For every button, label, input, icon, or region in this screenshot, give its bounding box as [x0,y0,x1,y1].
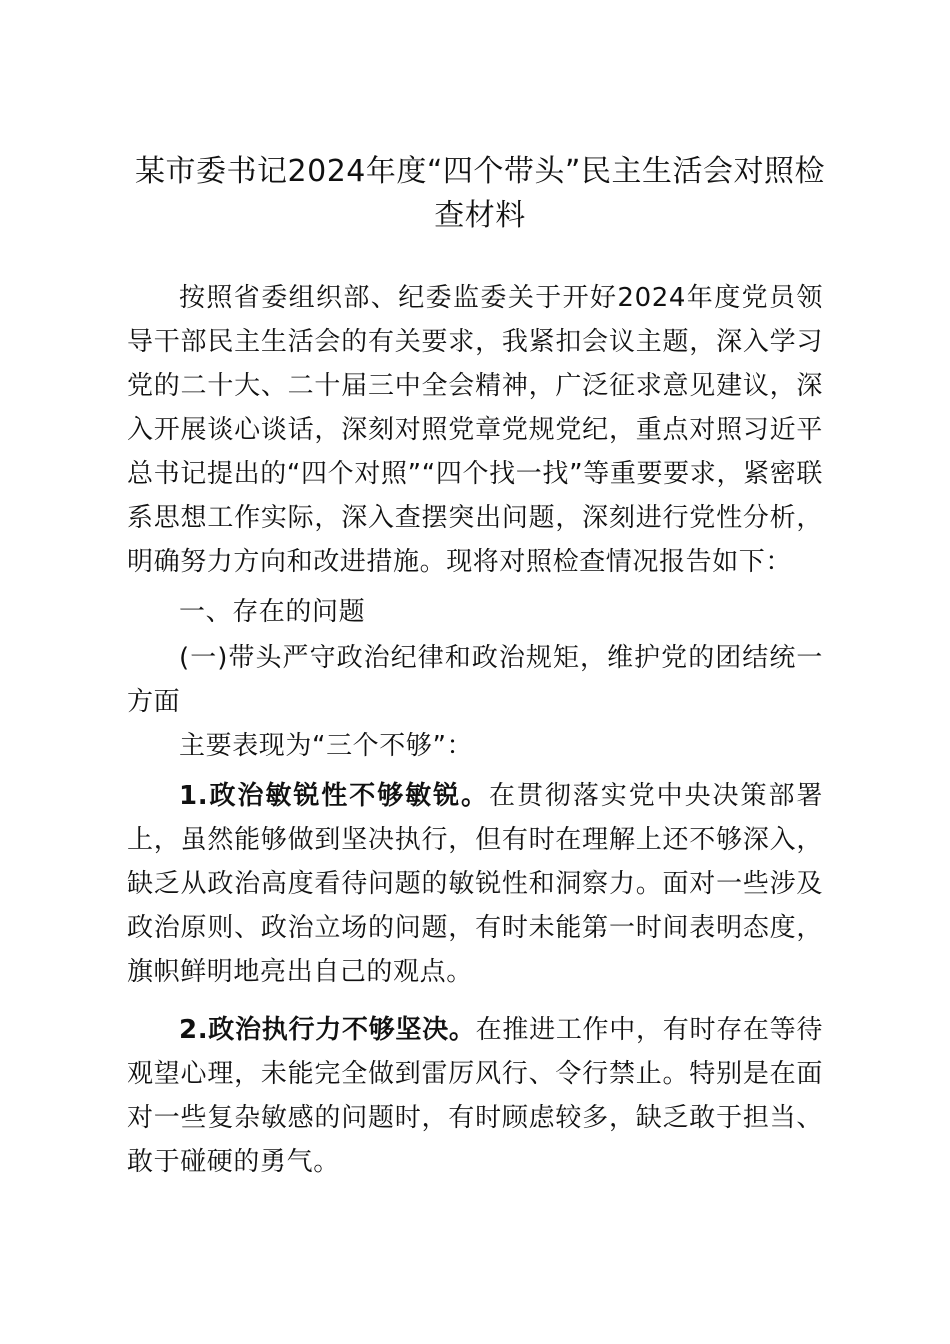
section-heading-problems: 一、存在的问题 [179,597,366,627]
subsection-heading-political-discipline: (一)带头严守政治纪律和政治规矩，维护党的团结统一方面 [127,643,823,717]
document-title: 某市委书记2024年度“四个带头”民主生活会对照检查材料 [135,154,825,233]
problem-item-1 [127,774,823,994]
problem-item-1-lead: 1.政治敏锐性不够敏锐。 [179,781,489,811]
subsection-intro: 主要表现为“三个不够”： [179,731,474,761]
problem-item-2-text: 在推进工作中，有时存在等待观望心理，未能完全做到雷厉风行、令行禁止。特别是在面对一些复杂敏感的问题时，有时顾虑较多，缺乏敢于担当、敢于碰硬的勇气。 [127,1015,823,1177]
problem-item-1-text: 在贯彻落实党中央决策部署上，虽然能够做到坚决执行，但有时在理解上还不够深入，缺乏从政治高度看待问题的敏锐性和洞察力。面对一些涉及政治原则、政治立场的问题，有时未能第一时间表明态度，旗帜鲜明地亮出自己的观点。 [127,781,823,987]
document-body [127,276,823,1184]
problem-item-2-lead: 2.政治执行力不够坚决。 [179,1015,476,1045]
problem-item-2 [127,1008,823,1184]
intro-paragraph: 按照省委组织部、纪委监委关于开好2024年度党员领导干部民主生活会的有关要求，我紧扣会议主题，深入学习党的二十大、二十届三中全会精神，广泛征求意见建议，深入开展谈心谈话，深刻对照党章党规党纪，重点对照习近平总书记提出的“四个对照”“四个找一找”等重要要求，紧密联系思想工作实际，深入查摆突出问题，深刻进行党性分析，明确努力方向和改进措施。现将对照检查情况报告如下： [127,283,823,577]
